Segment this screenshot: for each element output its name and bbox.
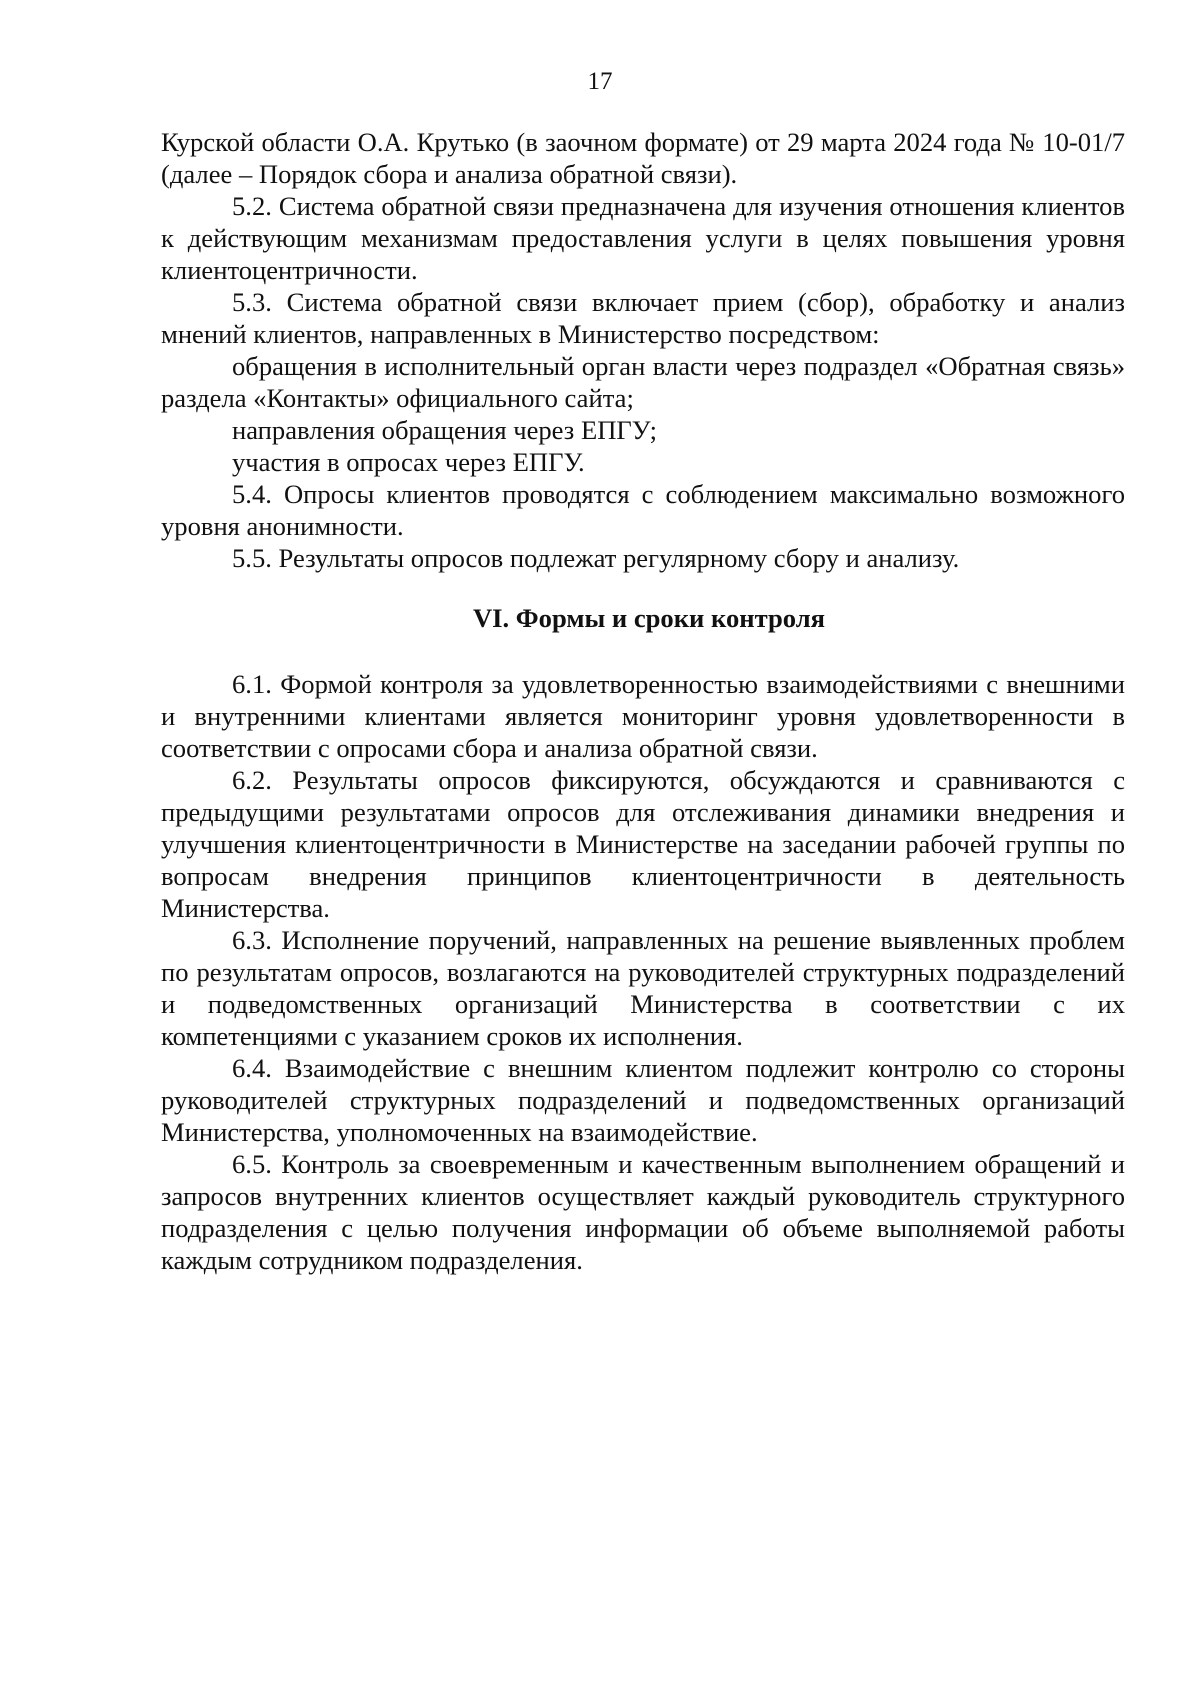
paragraph-5-3-item-1: обращения в исполнительный орган власти через подраздел «Обратная связь» раздела «Контакты» официального сайта; xyxy=(161,351,1125,413)
paragraph-5-4: 5.4. Опросы клиентов проводятся с соблюдением максимально возможного уровня анонимности. xyxy=(161,479,1125,541)
paragraph-6-2: 6.2. Результаты опросов фиксируются, обсуждаются и сравниваются с предыдущими результатами опросов для отслеживания динамики внедрения и улучшения клиентоцентричности в Министерстве на заседании рабочей группы по вопросам внедрения принципов клиентоцентричности в деятельность Министерства. xyxy=(161,765,1125,923)
paragraph-continuation: Курской области О.А. Крутько (в заочном формате) от 29 марта 2024 года № 10-01/7 (далее – Порядок сбора и анализа обратной связи). xyxy=(161,127,1125,189)
paragraph-6-1: 6.1. Формой контроля за удовлетворенностью взаимодействиями с внешними и внутренними клиентами является мониторинг уровня удовлетворенности в соответствии с опросами сбора и анализа обратной связи. xyxy=(161,669,1125,763)
paragraph-5-2: 5.2. Система обратной связи предназначена для изучения отношения клиентов к действующим механизмам предоставления услуги в целях повышения уровня клиентоцентричности. xyxy=(161,191,1125,285)
paragraph-6-4: 6.4. Взаимодействие с внешним клиентом подлежит контролю со стороны руководителей структурных подразделений и подведомственных организаций Министерства, уполномоченных на взаимодействие. xyxy=(161,1053,1125,1147)
paragraph-6-5: 6.5. Контроль за своевременным и качественным выполнением обращений и запросов внутренних клиентов осуществляет каждый руководитель структурного подразделения с целью получения информации об объеме выполняемой работы каждым сотрудником подразделения. xyxy=(161,1149,1125,1275)
paragraph-5-3: 5.3. Система обратной связи включает прием (сбор), обработку и анализ мнений клиентов, направленных в Министерство посредством: xyxy=(161,287,1125,349)
paragraph-5-3-item-3: участия в опросах через ЕПГУ. xyxy=(232,447,585,477)
section-heading: VI. Формы и сроки контроля xyxy=(472,603,826,633)
paragraph-6-3: 6.3. Исполнение поручений, направленных на решение выявленных проблем по результатам опросов, возлагаются на руководителей структурных подразделений и подведомственных организаций Министерства в соответствии с их компетенциями с указанием сроков их исполнения. xyxy=(161,925,1125,1051)
paragraph-5-3-item-2: направления обращения через ЕПГУ; xyxy=(232,415,657,445)
document-body xyxy=(161,126,1125,1276)
paragraph-5-5: 5.5. Результаты опросов подлежат регулярному сбору и анализу. xyxy=(232,543,960,573)
page-number: 17 xyxy=(587,68,613,95)
